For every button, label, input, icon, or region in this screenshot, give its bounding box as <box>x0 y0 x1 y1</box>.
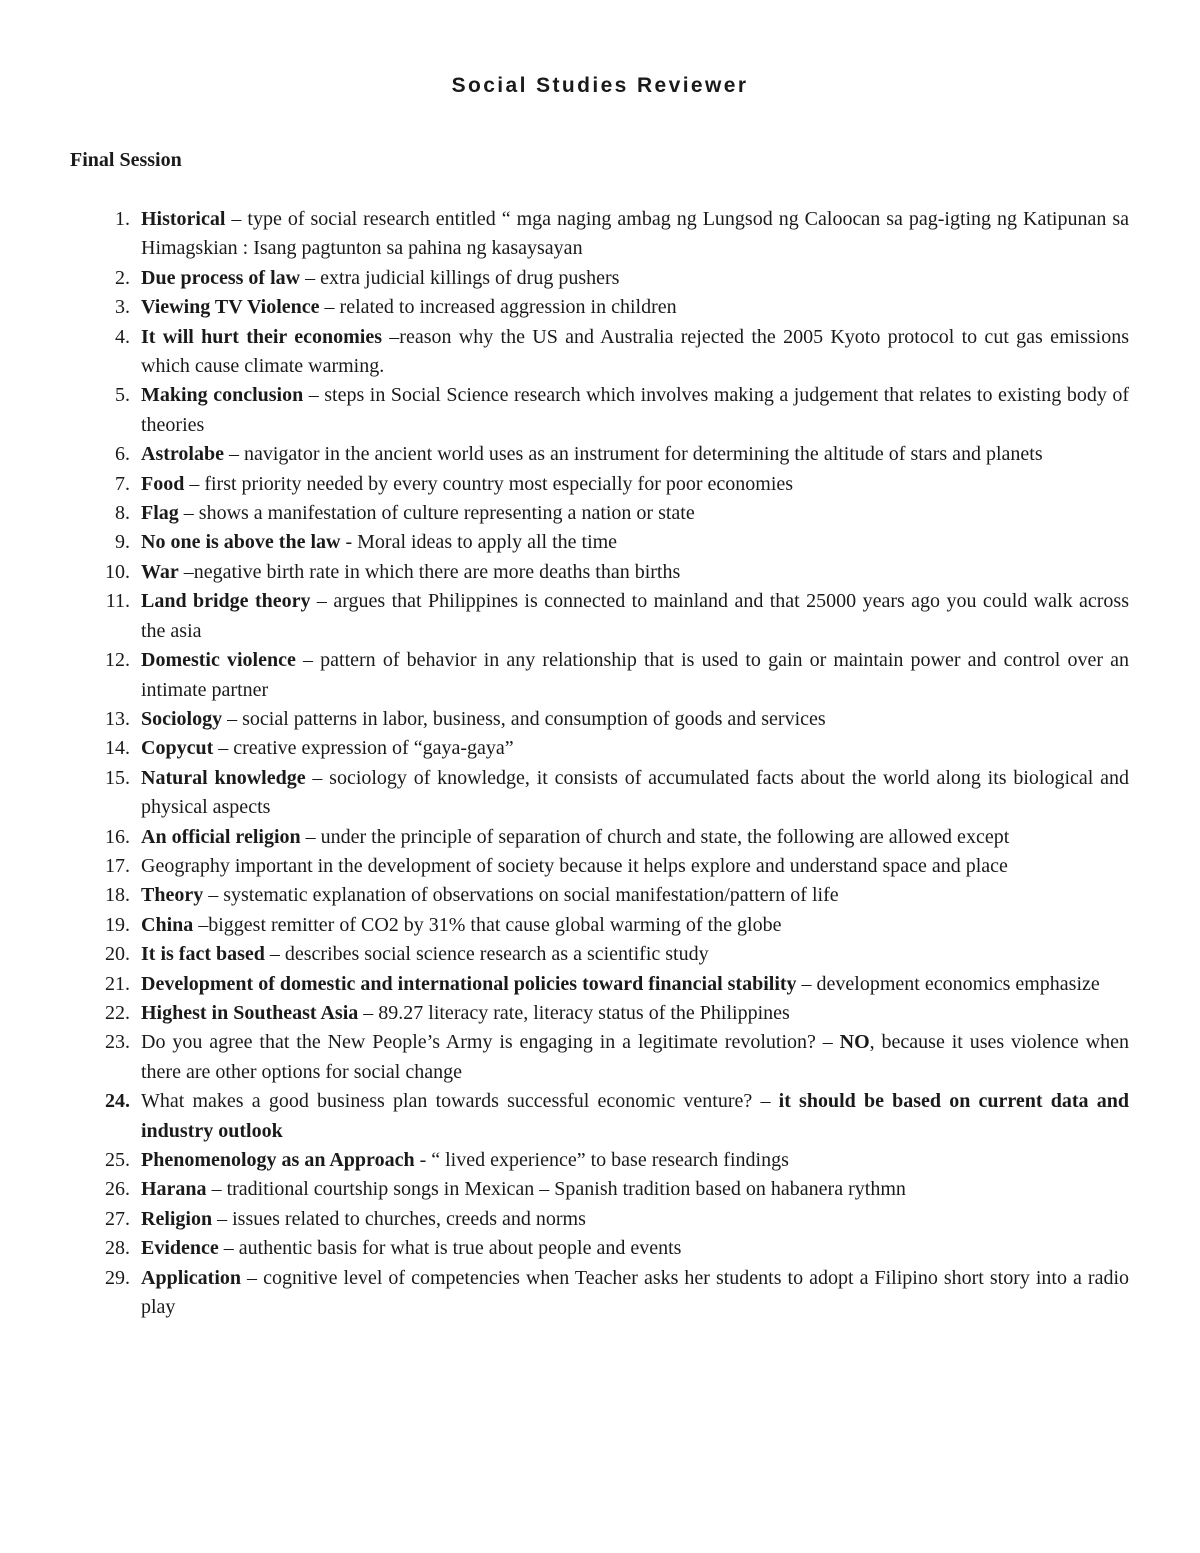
item-term: Astrolabe <box>141 443 224 466</box>
list-item <box>0 823 1129 852</box>
item-definition: traditional courtship songs in Mexican – Spanish tradition based on habanera rythmn <box>226 1178 906 1201</box>
item-term: Application <box>141 1266 242 1289</box>
item-definition: “ lived experience” to base research findings <box>431 1149 789 1171</box>
item-number: 25. <box>105 1149 130 1171</box>
item-number: 4. <box>115 325 130 348</box>
section-heading: Final Session <box>70 149 182 171</box>
item-term: Theory <box>141 884 204 907</box>
item-term: Natural knowledge <box>141 766 306 789</box>
item-number: 7. <box>115 472 130 495</box>
item-number: 26. <box>105 1178 130 1201</box>
document-title: Social Studies Reviewer <box>451 74 749 97</box>
item-separator: – <box>241 1266 264 1289</box>
item-term: Harana <box>141 1178 207 1201</box>
item-separator: – <box>358 1001 379 1024</box>
item-separator: – <box>310 590 334 613</box>
list-item <box>0 558 1129 587</box>
item-number: 2. <box>115 266 130 289</box>
list-item <box>0 1087 1129 1146</box>
item-term: No one is above the law <box>141 531 341 554</box>
item-definition: first priority needed by every country most especially for poor economies <box>204 472 794 495</box>
item-term: Development of domestic and international policies toward financial stability <box>141 972 797 995</box>
list-item <box>0 323 1129 382</box>
item-separator: – <box>212 1207 233 1230</box>
item-definition: steps in Social Science research which involves making a judgement that relates to existing body of theories <box>141 384 1129 436</box>
item-term: It will hurt their economies <box>141 325 382 348</box>
item-definition: argues that Philippines is connected to mainland and that 25000 years ago you could walk across the asia <box>141 590 1130 642</box>
item-term: Copycut <box>141 737 214 760</box>
item-definition: biggest remitter of CO2 by 31% that cause global warming of the globe <box>208 913 782 936</box>
list-item <box>0 264 1129 293</box>
item-separator: - <box>340 531 358 554</box>
item-definition: describes social science research as a scientific study <box>284 943 709 966</box>
item-term: An official religion <box>141 825 301 848</box>
item-definition: cognitive level of competencies when Teacher asks her students to adopt a Filipino short story into a radio play <box>141 1266 1130 1319</box>
list-item <box>0 940 1129 969</box>
item-term: Domestic violence <box>141 649 296 672</box>
item-term: War <box>141 560 179 583</box>
item-number: 29. <box>105 1266 130 1289</box>
list-item <box>0 528 1129 557</box>
item-number: 18. <box>105 884 130 907</box>
item-separator: - <box>414 1149 432 1171</box>
item-definition: shows a manifestation of culture representing a nation or state <box>198 502 695 525</box>
list-item <box>0 911 1129 940</box>
list-item <box>0 1175 1129 1204</box>
item-separator: – <box>203 884 224 907</box>
item-term: Making conclusion <box>141 384 304 407</box>
item-number: 13. <box>105 707 130 730</box>
item-definition: pattern of behavior in any relationship that is used to gain or maintain power and control over an intimate partner <box>141 649 1130 701</box>
list-item <box>0 1234 1129 1263</box>
item-number: 10. <box>105 560 130 583</box>
item-term: Evidence <box>141 1237 219 1260</box>
item-term: Religion <box>141 1207 213 1230</box>
item-definition: extra judicial killings of drug pushers <box>320 266 620 289</box>
item-term: It is fact based <box>141 943 265 966</box>
item-term: Phenomenology as an Approach <box>141 1149 415 1171</box>
item-separator: – <box>303 384 325 407</box>
item-number: 8. <box>115 502 130 525</box>
item-term: Due process of law <box>141 266 301 289</box>
item-term: Food <box>141 472 185 495</box>
item-separator: – <box>305 766 330 789</box>
list-item <box>0 705 1129 734</box>
list-item <box>0 205 1129 264</box>
item-separator: – <box>225 208 248 230</box>
list-item <box>0 646 1129 705</box>
item-term: Viewing TV Violence <box>141 296 320 319</box>
item-number: 14. <box>105 737 130 760</box>
list-item <box>0 852 1129 881</box>
list-item <box>0 381 1129 440</box>
list-item <box>0 970 1129 999</box>
item-separator: – <box>319 296 340 319</box>
item-separator: – <box>382 325 400 348</box>
item-definition: Do you agree that the New People’s Army is engaging in a legitimate revolution? – <box>141 1031 840 1054</box>
list-item <box>0 999 1129 1028</box>
item-separator: – <box>796 972 817 995</box>
item-definition: Geography important in the development of society because it helps explore and understand space and place <box>141 854 1008 877</box>
item-definition: systematic explanation of observations on social manifestation/pattern of life <box>223 884 839 907</box>
list-item <box>0 470 1129 499</box>
item-term: Historical <box>141 208 226 230</box>
item-number: 11. <box>105 590 130 613</box>
item-separator: – <box>213 737 234 760</box>
item-definition: negative birth rate in which there are more deaths than births <box>193 560 681 583</box>
item-definition: type of social research entitled “ mga naging ambag ng Lungsod ng Caloocan sa pag-igting ng Katipunan sa Himagskian : Isang pagtunton sa pahina ng kasaysayan <box>141 208 1129 260</box>
item-number: 9. <box>115 531 130 554</box>
item-separator: – <box>193 913 209 936</box>
item-number: 17. <box>105 854 130 877</box>
item-term: Highest in Southeast Asia <box>141 1001 359 1024</box>
item-number: 22. <box>105 1001 130 1024</box>
item-definition: Moral ideas to apply all the time <box>357 531 618 554</box>
item-number: 1. <box>115 208 130 230</box>
item-definition: authentic basis for what is true about people and events <box>238 1237 682 1260</box>
item-separator: – <box>178 560 194 583</box>
item-number: 19. <box>105 913 130 936</box>
item-number: 15. <box>105 766 130 789</box>
item-definition: 89.27 literacy rate, literacy status of the Philippines <box>378 1001 790 1024</box>
item-separator: – <box>222 707 243 730</box>
item-separator: – <box>184 472 205 495</box>
item-term: Flag <box>141 502 179 525</box>
item-term: Land bridge theory <box>141 590 311 613</box>
item-definition: What makes a good business plan towards successful economic venture? – <box>141 1090 779 1113</box>
item-definition-continued: , because it uses violence when there are other options for social change <box>141 1031 1129 1083</box>
item-definition: social patterns in labor, business, and consumption of goods and services <box>242 707 826 730</box>
item-number: 6. <box>115 443 130 466</box>
item-separator: – <box>206 1178 227 1201</box>
reviewer-list <box>0 205 1200 1322</box>
list-item <box>0 734 1129 763</box>
list-item <box>0 499 1129 528</box>
item-separator: – <box>223 443 244 466</box>
list-item <box>0 293 1129 322</box>
item-definition: creative expression of “gaya-gaya” <box>233 737 514 760</box>
item-separator: – <box>218 1237 239 1260</box>
item-number: 3. <box>115 296 130 319</box>
item-number: 12. <box>105 649 130 672</box>
item-number: 23. <box>105 1031 130 1054</box>
item-number: 16. <box>105 825 130 848</box>
item-definition: related to increased aggression in children <box>339 296 677 319</box>
item-definition: sociology of knowledge, it consists of accumulated facts about the world along its biological and physical aspects <box>141 766 1129 819</box>
item-definition: issues related to churches, creeds and norms <box>232 1207 586 1230</box>
item-separator: – <box>295 649 321 672</box>
item-term: Sociology <box>141 707 223 730</box>
item-definition: navigator in the ancient world uses as an instrument for determining the altitude of stars and planets <box>243 443 1043 466</box>
item-definition: reason why the US and Australia rejected the 2005 Kyoto protocol to cut gas emissions which cause climate warming. <box>141 325 1130 378</box>
item-number: 27. <box>105 1207 130 1230</box>
item-separator: – <box>300 825 321 848</box>
item-definition: development economics emphasize <box>816 972 1100 995</box>
list-item <box>0 1205 1129 1234</box>
item-definition: under the principle of separation of church and state, the following are allowed except <box>320 825 1010 848</box>
list-item <box>0 440 1129 469</box>
item-term: China <box>141 913 194 936</box>
item-separator: – <box>178 502 199 525</box>
list-item <box>0 764 1129 823</box>
item-number: 5. <box>115 384 130 407</box>
item-answer: NO <box>839 1031 870 1054</box>
item-number: 20. <box>105 943 130 966</box>
item-number: 28. <box>105 1237 130 1260</box>
item-separator: – <box>300 266 321 289</box>
list-item <box>0 587 1129 646</box>
list-item <box>0 881 1129 910</box>
list-item <box>0 1264 1129 1323</box>
item-separator: – <box>264 943 285 966</box>
item-answer: it should be based on current data and industry outlook <box>141 1090 1129 1142</box>
list-item <box>0 1028 1129 1087</box>
item-number: 21. <box>105 972 130 995</box>
list-item <box>0 1146 1129 1175</box>
item-number: 24. <box>105 1090 130 1113</box>
